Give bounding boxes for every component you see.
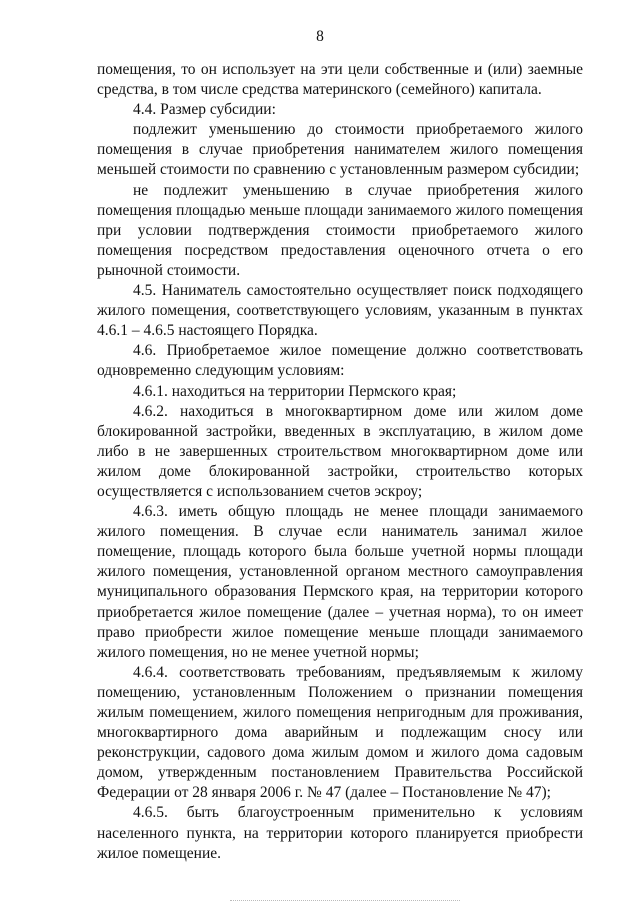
footer-divider — [230, 900, 460, 901]
paragraph: подлежит уменьшению до стоимости приобретаемого жилого помещения в случае приобретения нанимателем жилого помещения меньшей стоимости по сравнению с установленным размером субсидии; — [97, 121, 583, 179]
document-body — [97, 60, 583, 864]
paragraph: 4.6.1. находиться на территории Пермского края; — [133, 382, 457, 400]
paragraph: не подлежит уменьшению в случае приобретения жилого помещения площадью меньше площади занимаемого жилого помещения при условии подтверждения стоимости приобретаемого жилого помещения посредством предоставления оценочного отчета о его рыночной стоимости. — [97, 181, 583, 279]
paragraph: 4.4. Размер субсидии: — [133, 101, 276, 119]
paragraph: 4.5. Наниматель самостоятельно осуществляет поиск подходящего жилого помещения, соответствующего условиям, указанным в пунктах 4.6.1 – 4.6.5 настоящего Порядка. — [97, 282, 583, 340]
paragraph: 4.6. Приобретаемое жилое помещение должно соответствовать одновременно следующим условиям: — [97, 342, 583, 380]
paragraph: 4.6.4. соответствовать требованиям, предъявляемым к жилому помещению, установленным Положением о признании помещения жилым помещением, жилого помещения непригодным для проживания, многоквартирного дома аварийным и подлежащим сносу или реконструкции, садового дома жилым домом и жилого дома садовым домом, утвержденным постановлением Правительства Российской Федерации от 28 января 2006 г. № 47 (далее – Постановление № 47); — [97, 663, 583, 802]
paragraph: 4.6.2. находиться в многоквартирном доме или жилом доме блокированной застройки, введенных в эксплуатацию, в жилом доме либо в не завершенных строительством многоквартирном доме или жилом доме блокированной застройки, строительство которых осуществляется с использованием счетов эскроу; — [97, 402, 583, 500]
paragraph: 4.6.3. иметь общую площадь не менее площади занимаемого жилого помещения. В случае если наниматель занимал жилое помещение, площадь которого была больше учетной нормы площади жилого помещения, установленной органом местного самоуправления муниципального образования Пермского края, на территории которого приобретается жилое помещение (далее – учетная норма), то он имеет право приобрести жилое помещение меньше площади занимаемого жилого помещения, но не менее учетной нормы; — [97, 503, 583, 661]
page-number: 8 — [316, 28, 324, 45]
paragraph: помещения, то он использует на эти цели собственные и (или) заемные средства, в том числе средства материнского (семейного) капитала. — [97, 61, 583, 99]
paragraph: 4.6.5. быть благоустроенным применительно к условиям населенного пункта, на территории которого планируется приобрести жилое помещение. — [97, 804, 583, 862]
